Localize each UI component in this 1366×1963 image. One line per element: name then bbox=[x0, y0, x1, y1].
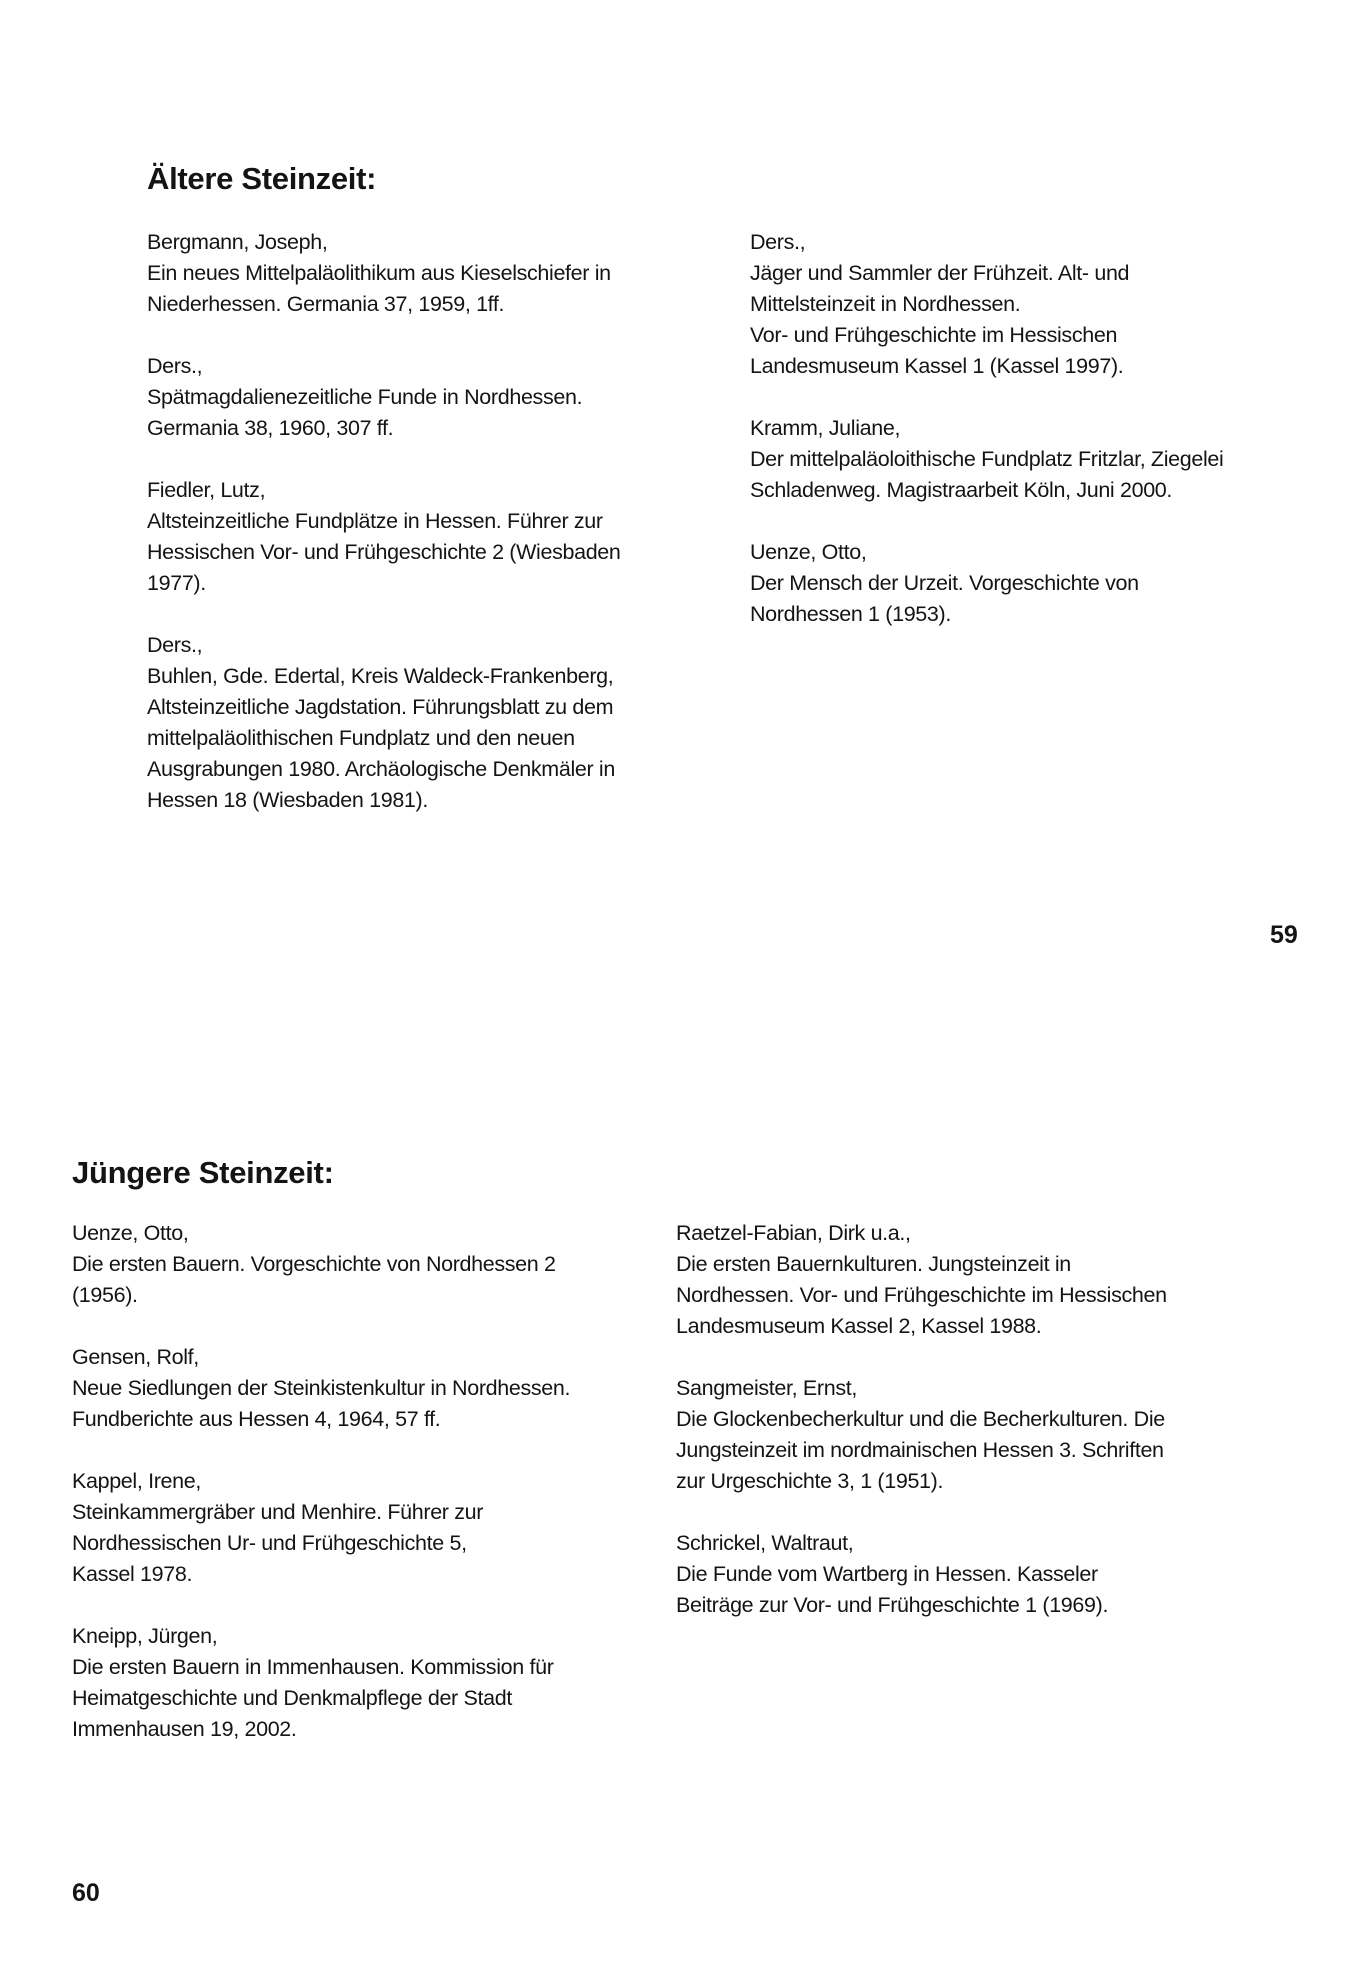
bibliography-column-left bbox=[72, 1218, 652, 1776]
entry-text-line: Nordhessen. Vor- und Frühgeschichte im Hessischen bbox=[676, 1283, 1167, 1307]
entry-text-line: Fundberichte aus Hessen 4, 1964, 57 ff. bbox=[72, 1407, 441, 1431]
entry-text-line: Der Mensch der Urzeit. Vorgeschichte von bbox=[750, 571, 1139, 595]
entry-text-line: Vor- und Frühgeschichte im Hessischen bbox=[750, 323, 1118, 347]
entry-text-line: Landesmuseum Kassel 2, Kassel 1988. bbox=[676, 1314, 1042, 1338]
entry-text-line: Der mittelpaläoloithische Fundplatz Fritzlar, Ziegelei bbox=[750, 447, 1224, 471]
entry-author: Kramm, Juliane, bbox=[750, 416, 901, 440]
entry-text-line: Die ersten Bauernkulturen. Jungsteinzeit in bbox=[676, 1252, 1071, 1276]
entry-text-line: Ausgrabungen 1980. Archäologische Denkmäler in bbox=[147, 757, 615, 781]
entry-text-line: Buhlen, Gde. Edertal, Kreis Waldeck-Frankenberg, bbox=[147, 664, 614, 688]
bibliography-entry bbox=[147, 227, 707, 320]
bibliography-entry bbox=[72, 1342, 652, 1435]
bibliography-entry bbox=[72, 1218, 652, 1311]
entry-text-line: Die Glockenbecherkultur und die Becherkulturen. Die bbox=[676, 1407, 1165, 1431]
entry-text-line: Altsteinzeitliche Fundplätze in Hessen. Führer zur bbox=[147, 509, 603, 533]
entry-text-line: Die ersten Bauern. Vorgeschichte von Nordhessen 2 bbox=[72, 1252, 556, 1276]
entry-text-line: Nordhessen 1 (1953). bbox=[750, 602, 951, 626]
entry-author: Fiedler, Lutz, bbox=[147, 478, 266, 502]
entry-text-line: Immenhausen 19, 2002. bbox=[72, 1717, 297, 1741]
entry-text-line: 1977). bbox=[147, 571, 206, 595]
entry-text-line: Neue Siedlungen der Steinkistenkultur in Nordhessen. bbox=[72, 1376, 571, 1400]
page-number: 59 bbox=[1270, 921, 1298, 949]
bibliography-entry bbox=[750, 227, 1310, 382]
entry-text-line: Landesmuseum Kassel 1 (Kassel 1997). bbox=[750, 354, 1124, 378]
entry-text-line: Kassel 1978. bbox=[72, 1562, 193, 1586]
entry-text-line: mittelpaläolithischen Fundplatz und den neuen bbox=[147, 726, 575, 750]
entry-text-line: Nordhessischen Ur- und Frühgeschichte 5, bbox=[72, 1531, 467, 1555]
entry-author: Gensen, Rolf, bbox=[72, 1345, 199, 1369]
bibliography-column-right bbox=[676, 1218, 1276, 1652]
bibliography-entry bbox=[147, 351, 707, 444]
entry-author: Kneipp, Jürgen, bbox=[72, 1624, 218, 1648]
bibliography-entry bbox=[72, 1466, 652, 1590]
entry-text-line: Heimatgeschichte und Denkmalpflege der Stadt bbox=[72, 1686, 512, 1710]
section-heading-juengere-steinzeit: Jüngere Steinzeit: bbox=[72, 1155, 334, 1190]
entry-text-line: Ein neues Mittelpaläolithikum aus Kieselschiefer in bbox=[147, 261, 611, 285]
entry-text-line: Schladenweg. Magistraarbeit Köln, Juni 2000. bbox=[750, 478, 1173, 502]
bibliography-entry bbox=[676, 1528, 1276, 1621]
bibliography-column-right bbox=[750, 227, 1310, 661]
bibliography-entry bbox=[676, 1373, 1276, 1497]
entry-author: Ders., bbox=[147, 633, 203, 657]
entry-author: Uenze, Otto, bbox=[72, 1221, 189, 1245]
entry-text-line: Steinkammergräber und Menhire. Führer zur bbox=[72, 1500, 484, 1524]
bibliography-entry bbox=[750, 537, 1310, 630]
entry-text-line: zur Urgeschichte 3, 1 (1951). bbox=[676, 1469, 944, 1493]
entry-text-line: Niederhessen. Germania 37, 1959, 1ff. bbox=[147, 292, 505, 316]
entry-text-line: Germania 38, 1960, 307 ff. bbox=[147, 416, 394, 440]
entry-author: Bergmann, Joseph, bbox=[147, 230, 328, 254]
entry-text-line: Jungsteinzeit im nordmainischen Hessen 3. Schriften bbox=[676, 1438, 1164, 1462]
entry-text-line: (1956). bbox=[72, 1283, 138, 1307]
entry-text-line: Jäger und Sammler der Frühzeit. Alt- und bbox=[750, 261, 1130, 285]
page-number: 60 bbox=[72, 1879, 100, 1907]
section-heading-aeltere-steinzeit: Ältere Steinzeit: bbox=[147, 161, 377, 196]
bibliography-column-left bbox=[147, 227, 707, 847]
bibliography-entry bbox=[147, 475, 707, 599]
entry-author: Schrickel, Waltraut, bbox=[676, 1531, 854, 1555]
bibliography-entry bbox=[72, 1621, 652, 1745]
entry-author: Sangmeister, Ernst, bbox=[676, 1376, 857, 1400]
entry-text-line: Spätmagdalienezeitliche Funde in Nordhessen. bbox=[147, 385, 583, 409]
entry-text-line: Die ersten Bauern in Immenhausen. Kommission für bbox=[72, 1655, 554, 1679]
entry-author: Kappel, Irene, bbox=[72, 1469, 201, 1493]
bibliography-entry bbox=[676, 1218, 1276, 1342]
entry-text-line: Hessen 18 (Wiesbaden 1981). bbox=[147, 788, 428, 812]
entry-text-line: Die Funde vom Wartberg in Hessen. Kasseler bbox=[676, 1562, 1098, 1586]
bibliography-entry bbox=[750, 413, 1310, 506]
bibliography-entry bbox=[147, 630, 707, 816]
entry-text-line: Beiträge zur Vor- und Frühgeschichte 1 (1969). bbox=[676, 1593, 1109, 1617]
entry-text-line: Hessischen Vor- und Frühgeschichte 2 (Wiesbaden bbox=[147, 540, 621, 564]
entry-author: Ders., bbox=[750, 230, 806, 254]
entry-text-line: Altsteinzeitliche Jagdstation. Führungsblatt zu dem bbox=[147, 695, 614, 719]
entry-author: Uenze, Otto, bbox=[750, 540, 867, 564]
entry-text-line: Mittelsteinzeit in Nordhessen. bbox=[750, 292, 1021, 316]
entry-author: Ders., bbox=[147, 354, 203, 378]
entry-author: Raetzel-Fabian, Dirk u.a., bbox=[676, 1221, 911, 1245]
